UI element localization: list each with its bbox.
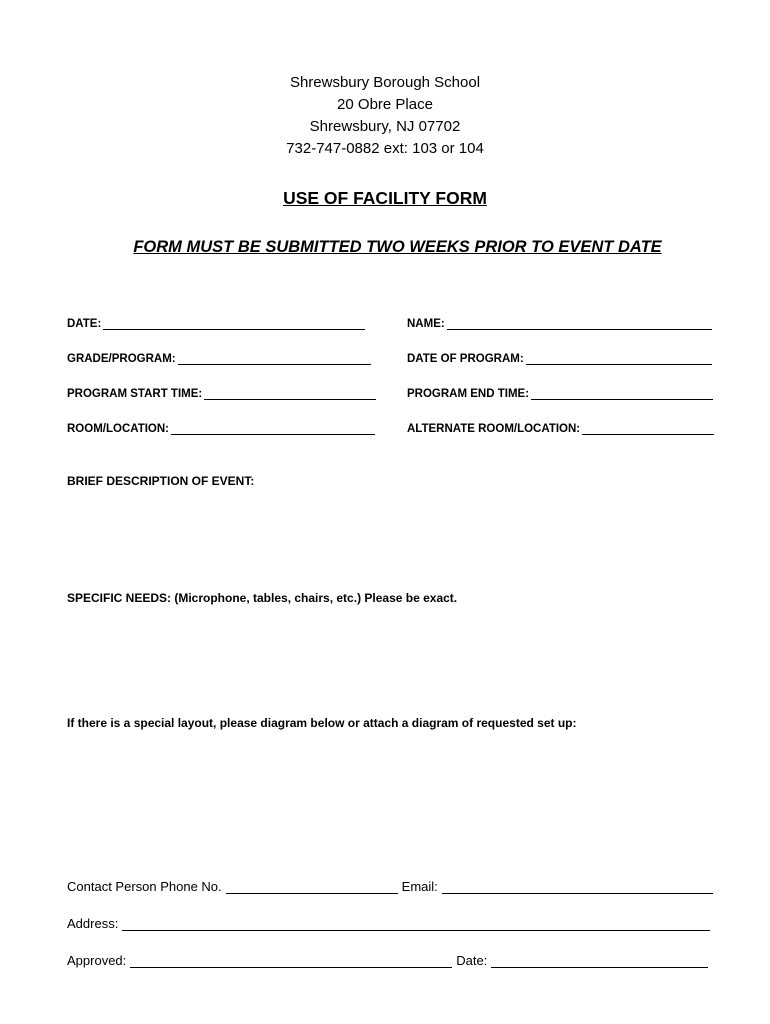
approval-date-line[interactable] [491, 953, 708, 968]
end-time-field[interactable] [407, 384, 713, 400]
start-time-line[interactable] [204, 387, 376, 400]
contact-phone-label: Contact Person Phone No. [67, 879, 222, 894]
address-line[interactable] [122, 916, 710, 931]
room-label: ROOM/LOCATION: [67, 423, 169, 435]
layout-label: If there is a special layout, please diagram below or attach a diagram of requested set up: [67, 716, 577, 730]
date-label: DATE: [67, 318, 102, 330]
room-field[interactable] [67, 419, 375, 435]
form-subtitle: FORM MUST BE SUBMITTED TWO WEEKS PRIOR TO EVENT DATE [133, 238, 662, 256]
start-time-label: PROGRAM START TIME: [67, 388, 203, 400]
date-field[interactable] [67, 314, 365, 330]
specific-needs-label: SPECIFIC NEEDS: (Microphone, tables, chairs, etc.) Please be exact. [67, 591, 458, 605]
approved-line[interactable] [130, 953, 452, 968]
grade-program-label: GRADE/PROGRAM: [67, 353, 176, 365]
approval-date-label: Date: [456, 953, 488, 968]
end-time-line[interactable] [531, 387, 713, 400]
email-label: Email: [401, 879, 438, 894]
alt-room-label: ALTERNATE ROOM/LOCATION: [407, 423, 581, 435]
grade-program-line[interactable] [178, 352, 371, 365]
name-field[interactable] [407, 314, 712, 330]
approved-label: Approved: [67, 953, 127, 968]
email-line[interactable] [442, 879, 713, 894]
date-of-program-field[interactable] [407, 349, 712, 365]
address-row [67, 913, 710, 931]
name-line[interactable] [447, 317, 712, 330]
alt-room-field[interactable] [407, 419, 714, 435]
alt-room-line[interactable] [582, 422, 714, 435]
start-time-field[interactable] [67, 384, 376, 400]
school-phone: 732-747-0882 ext: 103 or 104 [286, 140, 484, 157]
address-label: Address: [67, 916, 119, 931]
description-label: BRIEF DESCRIPTION OF EVENT: [67, 474, 255, 488]
date-line[interactable] [103, 317, 365, 330]
contact-phone-line[interactable] [226, 879, 398, 894]
form-title: USE OF FACILITY FORM [283, 188, 487, 208]
name-label: NAME: [407, 318, 445, 330]
school-street: 20 Obre Place [337, 96, 433, 113]
end-time-label: PROGRAM END TIME: [407, 388, 530, 400]
grade-program-field[interactable] [67, 349, 371, 365]
date-of-program-label: DATE OF PROGRAM: [407, 353, 524, 365]
school-header [0, 72, 770, 160]
room-line[interactable] [171, 422, 375, 435]
school-city: Shrewsbury, NJ 07702 [309, 118, 461, 135]
approval-row [67, 950, 708, 968]
date-of-program-line[interactable] [526, 352, 712, 365]
contact-row [67, 876, 713, 894]
school-name: Shrewsbury Borough School [289, 74, 481, 91]
